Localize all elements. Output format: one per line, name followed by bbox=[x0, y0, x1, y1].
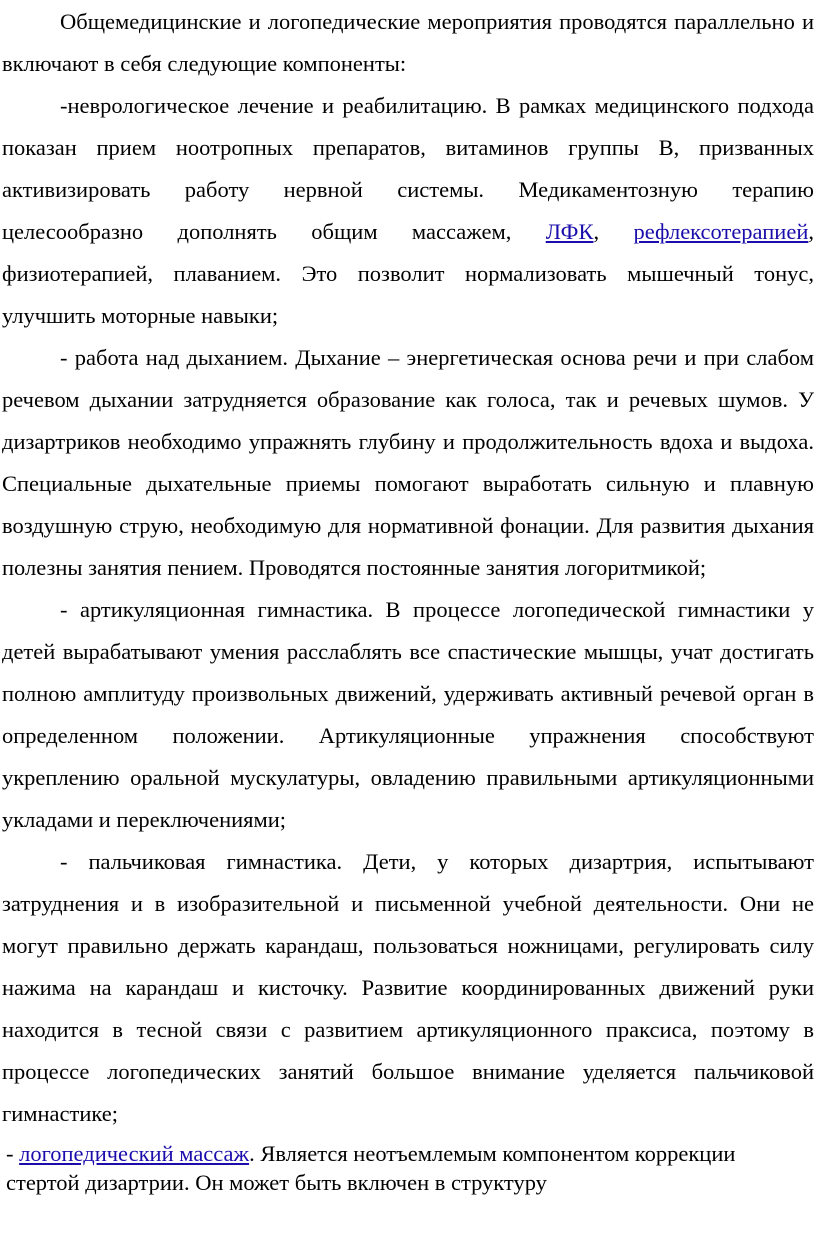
paragraph-neurological-treatment bbox=[2, 85, 814, 337]
link-speech-therapy-massage[interactable]: логопедический массаж bbox=[19, 1141, 250, 1166]
link-reflexotherapy[interactable]: рефлексотерапией bbox=[633, 219, 809, 244]
link-lfk[interactable]: ЛФК bbox=[545, 219, 594, 244]
paragraph-breathing: - работа над дыханием. Дыхание – энергетическая основа речи и при слабом речевом дыхании затрудняется образование как голоса, так и речевых шумов. У дизартриков необходимо упражнять глубину и продолжительность вдоха и выдоха. Специальные дыхательные приемы помогают выработать сильную и плавную воздушную струю, необходимую для нормативной фонации. Для развития дыхания полезны занятия пением. Проводятся постоянные занятия логоритмикой; bbox=[2, 345, 814, 580]
paragraph-intro: Общемедицинские и логопедические мероприятия проводятся параллельно и включают в себя следующие компоненты: bbox=[2, 9, 814, 76]
separator-text: , bbox=[593, 219, 634, 244]
paragraph-speech-massage bbox=[2, 1139, 814, 1197]
paragraph-text: - bbox=[6, 1141, 20, 1166]
paragraph-text: -неврологическое лечение и реабилитацию. В рамках медицинского подхода показан прием ноотропных препаратов, витаминов группы В, призванных активизировать работу нервной системы. Медикаментозную терапию целесообразно дополнять общим массажем, bbox=[2, 93, 814, 244]
paragraph-text: , физиотерапией, плаванием. Это позволит нормализовать мышечный тонус, улучшить моторные навыки; bbox=[2, 219, 814, 328]
paragraph-finger-gymnastics: - пальчиковая гимнастика. Дети, у которых дизартрия, испытывают затруднения и в изобразительной и письменной учебной деятельности. Они не могут правильно держать карандаш, пользоваться ножницами, регулировать силу нажима на карандаш и кисточку. Развитие координированных движений руки находится в тесной связи с развитием артикуляционного праксиса, поэтому в процессе логопедических занятий большое внимание уделяется пальчиковой гимнастике; bbox=[2, 849, 814, 1126]
paragraph-articulation-gymnastics: - артикуляционная гимнастика. В процессе логопедической гимнастики у детей вырабатывают умения расслаблять все спастические мышцы, учат достигать полною амплитуду произвольных движений, удерживать активный речевой орган в определенном положении. Артикуляционные упражнения способствуют укреплению оральной мускулатуры, овладению правильными артикуляционными укладами и переключениями; bbox=[2, 597, 814, 832]
paragraph-text: . Является неотъемлемым компонентом коррекции стертой дизартрии. Он может быть включен в структуру bbox=[6, 1141, 736, 1195]
